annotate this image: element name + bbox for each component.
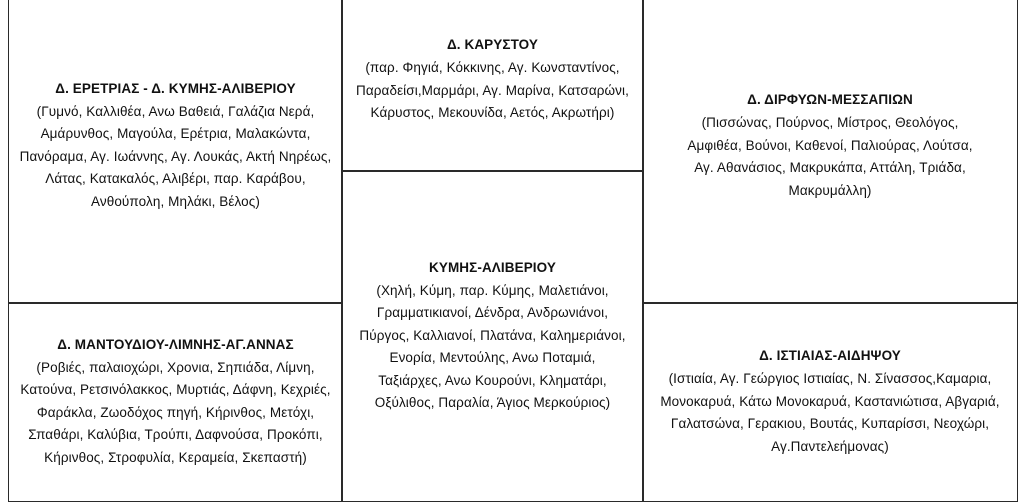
municipality-places: (παρ. Φηγιά, Κόκκινης, Αγ. Κωνσταντίνος, Παραδείσι,Μαρμάρι, Αγ. Μαρίνα, Κατσαρώνι, Κάρυστος, Μεκουνίδα, Αετός, Ακρωτήρι) bbox=[356, 60, 629, 121]
municipality-title: ΚΥΜΗΣ-ΑΛΙΒΕΡΙΟΥ bbox=[429, 259, 556, 275]
cell-dirfyon-messapion bbox=[642, 0, 1018, 304]
municipality-places: (Πισσώνας, Πούρνος, Μίστρος, Θεολόγος, Αμφιθέα, Βούνοι, Καθενοί, Παλιούρας, Λούτσα, Αγ. Αθανάσιος, Μακρυκάπα, Αττάλη, Τριάδα, Μακρυμάλλη) bbox=[687, 115, 973, 198]
municipalities-table bbox=[8, 0, 1018, 500]
cell-mantoudi-limni bbox=[8, 302, 343, 502]
municipality-places: (Γυμνό, Καλλιθέα, Ανω Βαθειά, Γαλάζια Νερά, Αμάρυνθος, Μαγούλα, Ερέτρια, Μαλακώντα, Πανόραμα, Αγ. Ιωάννης, Αγ. Λουκάς, Ακτή Νηρέως, Λάτας, Κατακαλός, Αλιβέρι, παρ. Καράβου, Ανθούπολη, Μηλάκι, Βέλος) bbox=[19, 103, 332, 209]
cell-eretria-kymi bbox=[8, 0, 343, 304]
municipality-places: (Ιστιαία, Αγ. Γεώργιος Ιστιαίας, Ν. Σίνασσος,Καμαρια, Μονοκαρυά, Κάτω Μονοκαρυά, Καστανιώτισα, Αβγαριά, Γαλατσώνα, Γερακιου, Βουτάς, Κυπαρίσσι, Νεοχώρι, Αγ.Παντελεήμονας) bbox=[660, 371, 1000, 454]
municipality-places: (Ροβιές, παλαιοχώρι, Χρονια, Σηπιάδα, Λίμνη, Κατούνα, Ρετσινόλακκος, Μυρτιάς, Δάφνη, Κεχριές, Φαράκλα, Ζωοδόχος πηγή, Κήρινθος, Μετόχι, Σπαθάρι, Καλύβια, Τρούπι, Δαφνούσα, Προκόπι, Κήρινθος, Στροφυλία, Κεραμεία, Σκεπαστή) bbox=[20, 359, 331, 465]
cell-kymi-aliveri bbox=[341, 170, 644, 502]
municipality-title: Δ. ΚΑΡΥΣΤΟΥ bbox=[446, 37, 539, 53]
municipality-title: Δ. ΕΡΕΤΡΙΑΣ - Δ. ΚΥΜΗΣ-ΑΛΙΒΕΡΙΟΥ bbox=[55, 80, 296, 96]
municipality-places: (Χηλή, Κύμη, παρ. Κύμης, Μαλετιάνοι, Γραμματικιανοί, Δένδρα, Ανδρωνιάνοι, Πύργος, Καλλιανοί, Πλατάνα, Καλημεριάνοι, Ενορία, Μεντούλης, Ανω Ποταμιά, Ταξιάρχες, Ανω Κουρούνι, Κληματάρι, Οξύλιθος, Παραλία, Άγιος Μερκούριος) bbox=[359, 282, 626, 410]
municipality-title: Δ. ΜΑΝΤΟΥΔΙΟΥ-ΛΙΜΝΗΣ-ΑΓ.ΑΝΝΑΣ bbox=[57, 336, 294, 352]
municipality-title: Δ. ΙΣΤΙΑΙΑΣ-ΑΙΔΗΨΟΥ bbox=[759, 348, 901, 363]
cell-istiaia-aidipsos bbox=[642, 302, 1018, 502]
cell-karystos bbox=[341, 0, 644, 172]
municipality-title: Δ. ΔΙΡΦΥΩΝ-ΜΕΣΣΑΠΙΩΝ bbox=[747, 92, 913, 107]
